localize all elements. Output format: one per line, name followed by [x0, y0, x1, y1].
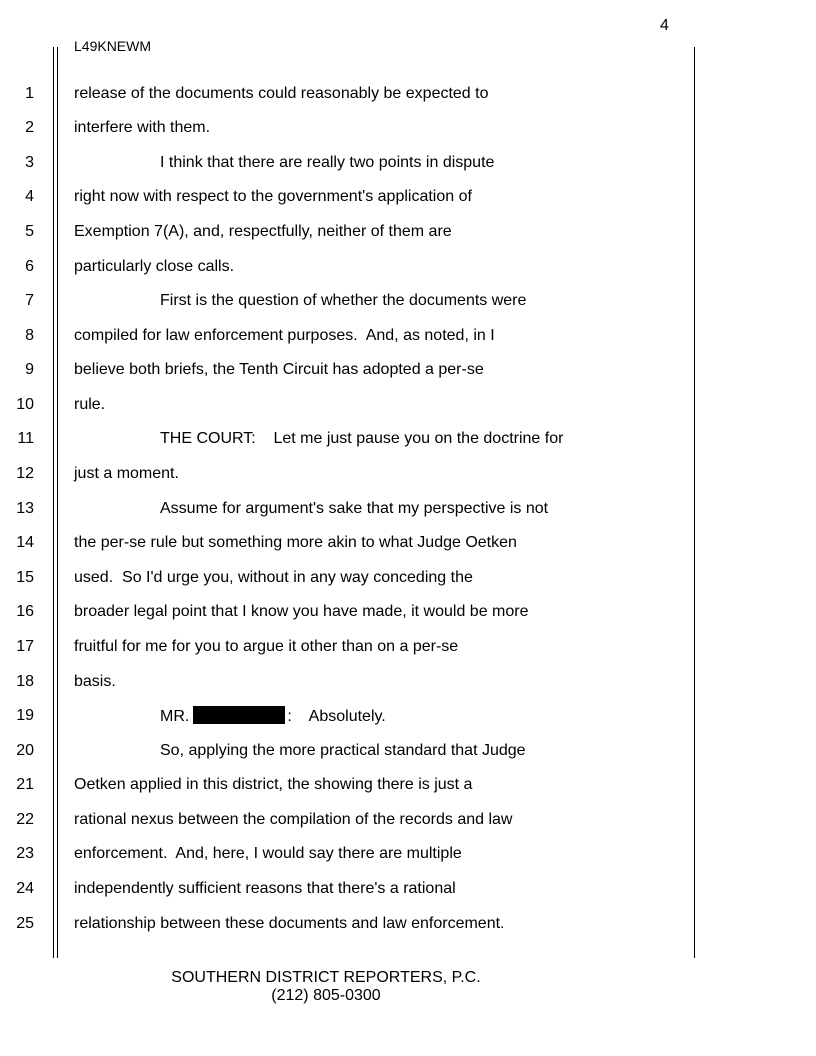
transcript-line: particularly close calls.: [74, 258, 235, 275]
line-number: 9: [25, 361, 34, 378]
page-number: 4: [660, 17, 669, 34]
transcript-line: First is the question of whether the documents were: [160, 292, 527, 309]
line-number: 21: [16, 776, 34, 793]
transcript-line: the per-se rule but something more akin to what Judge Oetken: [74, 534, 517, 551]
left-margin-rule: [53, 47, 54, 958]
left-margin-rule-inner: [57, 47, 58, 958]
transcript-line: independently sufficient reasons that there's a rational: [74, 880, 456, 897]
line-number: 10: [16, 396, 34, 413]
line-number: 24: [16, 880, 34, 897]
transcript-line: interfere with them.: [74, 119, 211, 136]
speaker-prefix: MR.: [160, 708, 190, 725]
transcript-line: Assume for argument's sake that my perspective is not: [160, 500, 549, 517]
line-number: 18: [16, 673, 34, 690]
transcript-line: I think that there are really two points in dispute: [160, 154, 495, 171]
line-number: 17: [16, 638, 34, 655]
transcript-line: just a moment.: [74, 465, 179, 482]
transcript-line: Exemption 7(A), and, respectfully, neither of them are: [74, 223, 452, 240]
transcript-line: Oetken applied in this district, the showing there is just a: [74, 776, 473, 793]
transcript-line: So, applying the more practical standard that Judge: [160, 742, 526, 759]
line-number: 16: [16, 603, 34, 620]
line-number: 11: [17, 430, 34, 447]
transcript-line: compiled for law enforcement purposes. And, as noted, in I: [74, 327, 495, 344]
line-number: 20: [16, 742, 34, 759]
redaction-box: [193, 706, 285, 724]
right-margin-rule: [694, 47, 695, 958]
transcript-line: release of the documents could reasonably be expected to: [74, 85, 489, 102]
line-number: 1: [25, 85, 34, 102]
footer-reporter: SOUTHERN DISTRICT REPORTERS, P.C.: [171, 969, 481, 986]
line-number: 13: [16, 500, 34, 517]
line-number: 22: [16, 811, 34, 828]
line-number: 19: [16, 707, 34, 724]
transcript-line: relationship between these documents and law enforcement.: [74, 915, 505, 932]
line-number: 15: [16, 569, 34, 586]
line-number: 2: [25, 119, 34, 136]
transcript-line: right now with respect to the government's application of: [74, 188, 472, 205]
line-number: 5: [25, 223, 34, 240]
line-number: 12: [16, 465, 34, 482]
line-number: 6: [25, 258, 34, 275]
transcript-line: rational nexus between the compilation of the records and law: [74, 811, 513, 828]
transcript-line: believe both briefs, the Tenth Circuit has adopted a per-se: [74, 361, 484, 378]
transcript-line: used. So I'd urge you, without in any way conceding the: [74, 569, 473, 586]
line-number: 25: [16, 915, 34, 932]
line-number: 3: [25, 154, 34, 171]
transcript-line: fruitful for me for you to argue it other than on a per-se: [74, 638, 459, 655]
transcript-line: THE COURT: Let me just pause you on the doctrine for: [160, 430, 564, 447]
transcript-line-redacted: [160, 706, 386, 727]
speaker-remark: : Absolutely.: [287, 708, 386, 725]
line-number: 8: [25, 327, 34, 344]
transcript-line: rule.: [74, 396, 106, 413]
transcript-line: basis.: [74, 673, 116, 690]
case-id: L49KNEWM: [74, 38, 152, 54]
line-number: 7: [25, 292, 34, 309]
line-number: 4: [25, 188, 34, 205]
transcript-line: broader legal point that I know you have made, it would be more: [74, 603, 529, 620]
footer-phone: (212) 805-0300: [271, 987, 381, 1004]
line-number: 23: [16, 845, 34, 862]
line-number: 14: [16, 534, 34, 551]
transcript-line: enforcement. And, here, I would say there are multiple: [74, 845, 462, 862]
